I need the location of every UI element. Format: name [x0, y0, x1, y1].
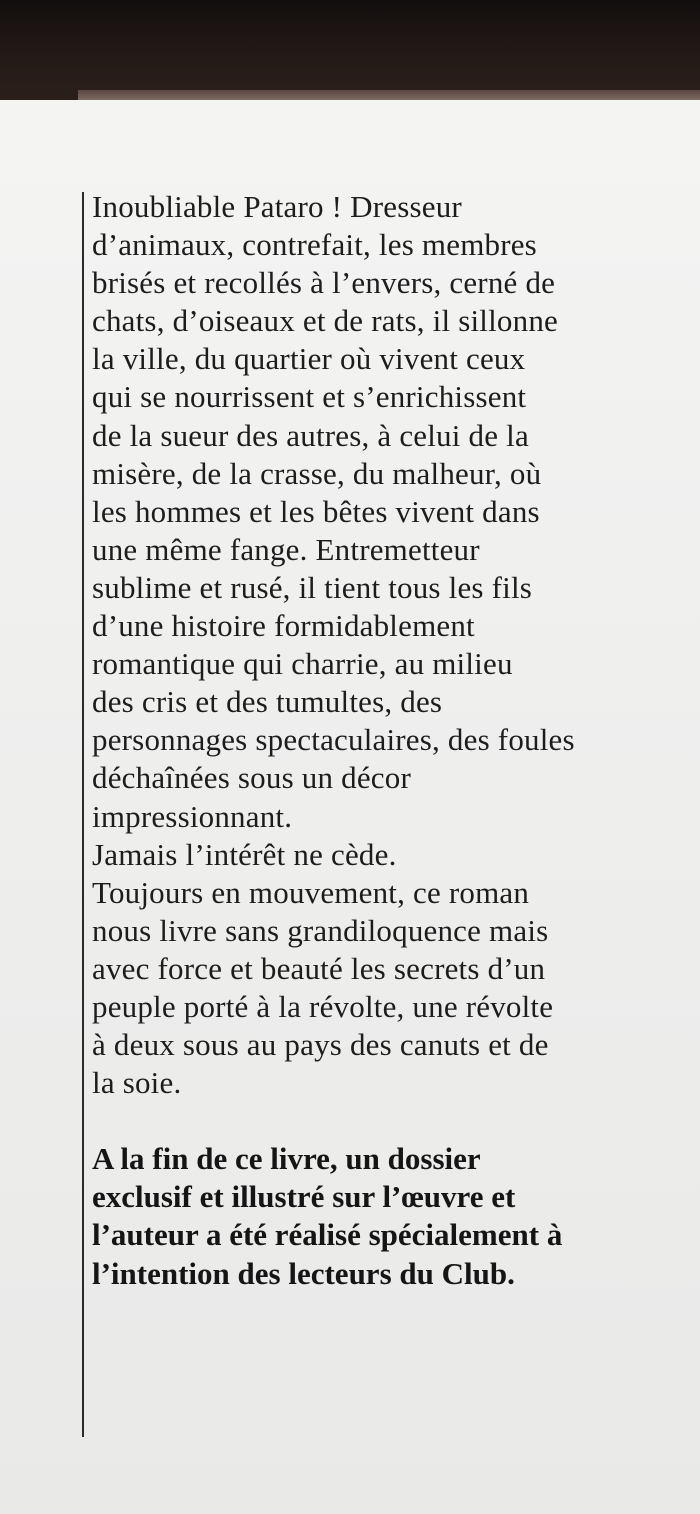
blurb-line: d’animaux, contrefait, les membres: [92, 227, 537, 263]
blurb-line: Toujours en mouvement, ce roman: [92, 874, 530, 910]
blurb-line: une même fange. Entremetteur: [92, 531, 480, 567]
closing-line: A la fin de ce livre, un dossier: [92, 1141, 481, 1177]
closing-line: exclusif et illustré sur l’œuvre et: [92, 1179, 516, 1215]
blurb-line: la soie.: [92, 1065, 182, 1101]
closing-line: l’auteur a été réalisé spécialement à: [92, 1217, 563, 1253]
blurb-line: sublime et rusé, il tient tous les fils: [92, 569, 533, 605]
club-dossier-note: [92, 1140, 696, 1292]
blurb-line: impressionnant.: [92, 798, 293, 834]
blurb-line: personnages spectaculaires, des foules: [92, 722, 575, 758]
blurb-body: [92, 188, 696, 1102]
blurb-line: avec force et beauté les secrets d’un: [92, 950, 546, 986]
closing-line: l’intention des lecteurs du Club.: [92, 1255, 515, 1291]
blurb-line: nous livre sans grandiloquence mais: [92, 912, 549, 948]
blurb-line: à deux sous au pays des canuts et de: [92, 1027, 549, 1063]
blurb-line: misère, de la crasse, du malheur, où: [92, 455, 542, 491]
blurb-line: Jamais l’intérêt ne cède.: [92, 836, 397, 872]
blurb-line: Inoubliable Pataro ! Dresseur: [92, 189, 462, 224]
blurb-line: de la sueur des autres, à celui de la: [92, 417, 529, 453]
blurb-line: chats, d’oiseaux et de rats, il sillonne: [92, 303, 558, 339]
blurb-line: romantique qui charrie, au milieu: [92, 646, 513, 682]
blurb-line: la ville, du quartier où vivent ceux: [92, 341, 526, 377]
blurb-line: peuple porté à la révolte, une révolte: [92, 988, 554, 1024]
book-back-cover-page: [0, 100, 700, 1514]
blurb-line: brisés et recollés à l’envers, cerné de: [92, 265, 556, 301]
vertical-rule: [82, 192, 84, 1437]
blurb-line: qui se nourrissent et s’enrichissent: [92, 379, 527, 415]
blurb-line: d’une histoire formidablement: [92, 608, 475, 644]
blurb-line: les hommes et les bêtes vivent dans: [92, 493, 540, 529]
blurb-text-block: [92, 188, 696, 1293]
blurb-line: des cris et des tumultes, des: [92, 684, 443, 720]
blurb-line: déchaînées sous un décor: [92, 760, 411, 796]
dark-background: [0, 0, 700, 100]
